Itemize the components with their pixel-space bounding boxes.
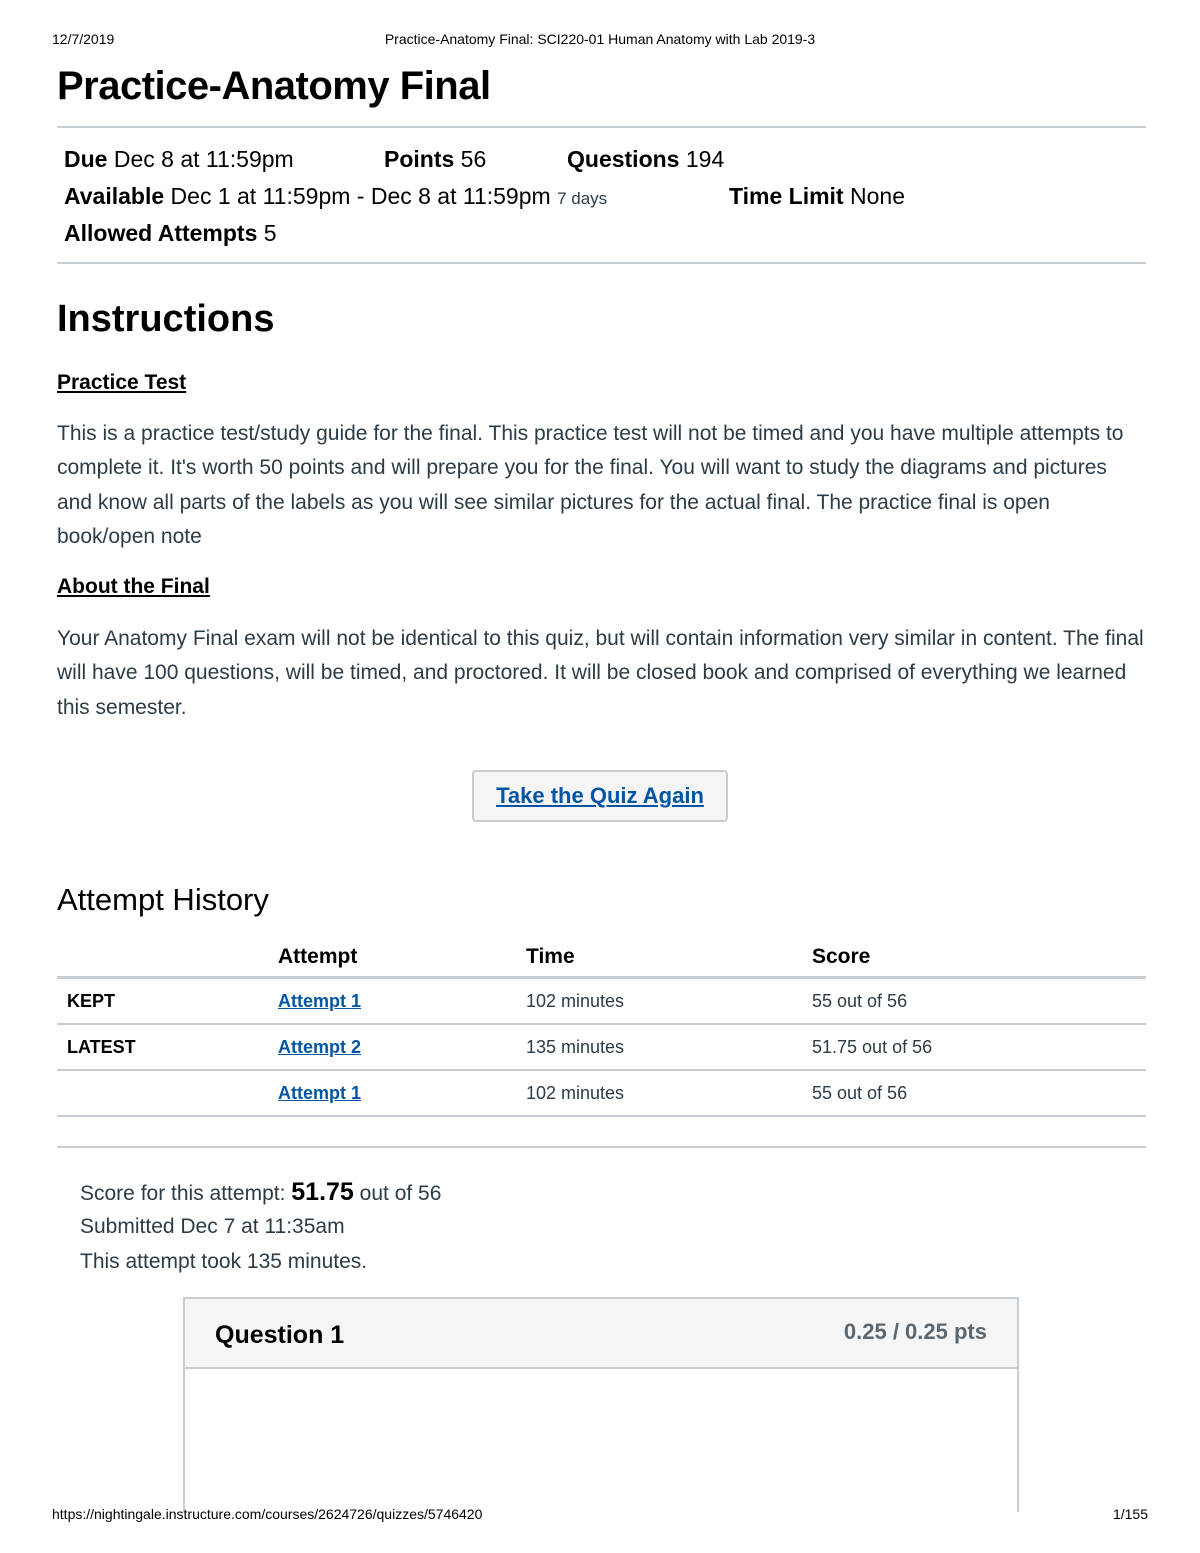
points-label: Points <box>384 146 455 172</box>
print-page-title: Practice-Anatomy Final: SCI220-01 Human Anatomy with Lab 2019-3 <box>384 31 816 47</box>
print-date: 12/7/2019 <box>52 31 115 47</box>
points-value: 56 <box>460 146 487 172</box>
attempt-summary <box>80 1176 441 1281</box>
attempt-status: KEPT <box>57 978 278 1025</box>
print-header <box>52 31 1148 51</box>
attempt-link[interactable]: Attempt 1 <box>278 1082 362 1103</box>
column-header-attempt: Attempt <box>278 938 526 978</box>
time-limit-label: Time Limit <box>729 183 844 209</box>
attempt-time: 135 minutes <box>526 1024 812 1070</box>
allowed-attempts-field <box>64 220 277 247</box>
table-header-row <box>57 938 1146 978</box>
allowed-attempts-label: Allowed Attempts <box>64 220 258 246</box>
questions-field <box>567 146 724 173</box>
about-final-heading: About the Final <box>57 575 210 598</box>
score-prefix: Score for this attempt: <box>80 1182 286 1205</box>
questions-value: 194 <box>685 146 725 172</box>
attempt-link[interactable]: Attempt 2 <box>278 1036 362 1057</box>
score-suffix: out of 56 <box>359 1182 442 1205</box>
quiz-meta-row-1 <box>64 146 294 173</box>
about-final-text: Your Anatomy Final exam will not be identical to this quiz, but will contain information very similar in content. The final will have 100 questions, will be timed, and proctored. It will be closed book and comprised of everything we learned this semester. <box>57 627 1144 719</box>
available-duration: 7 days <box>557 189 608 208</box>
points-field <box>384 146 486 173</box>
due-value: Dec 8 at 11:59pm <box>113 146 294 172</box>
take-quiz-again-button[interactable]: Take the Quiz Again <box>472 770 728 822</box>
available-value: Dec 1 at 11:59pm - Dec 8 at 11:59pm <box>170 183 551 209</box>
attempt-score: 55 out of 56 <box>812 978 1146 1025</box>
table-row <box>57 1024 1146 1070</box>
attempt-score: 51.75 out of 56 <box>812 1024 1146 1070</box>
attempt-duration: This attempt took 135 minutes. <box>80 1250 368 1273</box>
time-limit-field <box>729 183 905 210</box>
score-line <box>80 1176 441 1211</box>
instructions-title: Instructions <box>57 298 275 340</box>
submitted-time: Submitted Dec 7 at 11:35am <box>80 1215 345 1238</box>
divider <box>57 262 1146 264</box>
divider <box>57 126 1146 128</box>
available-label: Available <box>64 183 165 209</box>
attempt-time: 102 minutes <box>526 1070 812 1116</box>
allowed-attempts-value: 5 <box>263 220 277 246</box>
question-header <box>185 1299 1017 1369</box>
question-points: 0.25 / 0.25 pts <box>843 1319 987 1344</box>
print-page-number: 1/155 <box>1112 1506 1148 1522</box>
question-card <box>183 1297 1019 1512</box>
questions-label: Questions <box>567 146 680 172</box>
divider <box>57 1146 1146 1148</box>
attempt-link[interactable]: Attempt 1 <box>278 990 362 1011</box>
table-row <box>57 978 1146 1025</box>
due-label: Due <box>64 146 108 172</box>
print-url: https://nightingale.instructure.com/courses/2624726/quizzes/5746420 <box>52 1506 483 1522</box>
attempt-history-title: Attempt History <box>57 882 269 917</box>
score-value: 51.75 <box>291 1178 354 1206</box>
print-footer <box>52 1506 1148 1526</box>
column-header-score: Score <box>812 938 1146 978</box>
column-header-status <box>57 938 278 978</box>
column-header-time: Time <box>526 938 812 978</box>
question-name: Question 1 <box>215 1321 345 1349</box>
page-title: Practice-Anatomy Final <box>57 64 491 108</box>
time-limit-value: None <box>850 183 905 209</box>
available-field <box>64 183 607 210</box>
table-row <box>57 1070 1146 1116</box>
attempt-history-table <box>57 938 1146 1117</box>
attempt-score: 55 out of 56 <box>812 1070 1146 1116</box>
attempt-status: LATEST <box>57 1024 278 1070</box>
attempt-status <box>57 1070 278 1116</box>
attempt-time: 102 minutes <box>526 978 812 1025</box>
practice-test-text: This is a practice test/study guide for the final. This practice test will not be timed and you have multiple attempts to complete it. It's worth 50 points and will prepare you for the final. You will want to study the diagrams and pictures and know all parts of the labels as you will see similar pictures for the actual final. The practice final is open book/open note <box>57 422 1124 548</box>
practice-test-heading: Practice Test <box>57 371 187 394</box>
